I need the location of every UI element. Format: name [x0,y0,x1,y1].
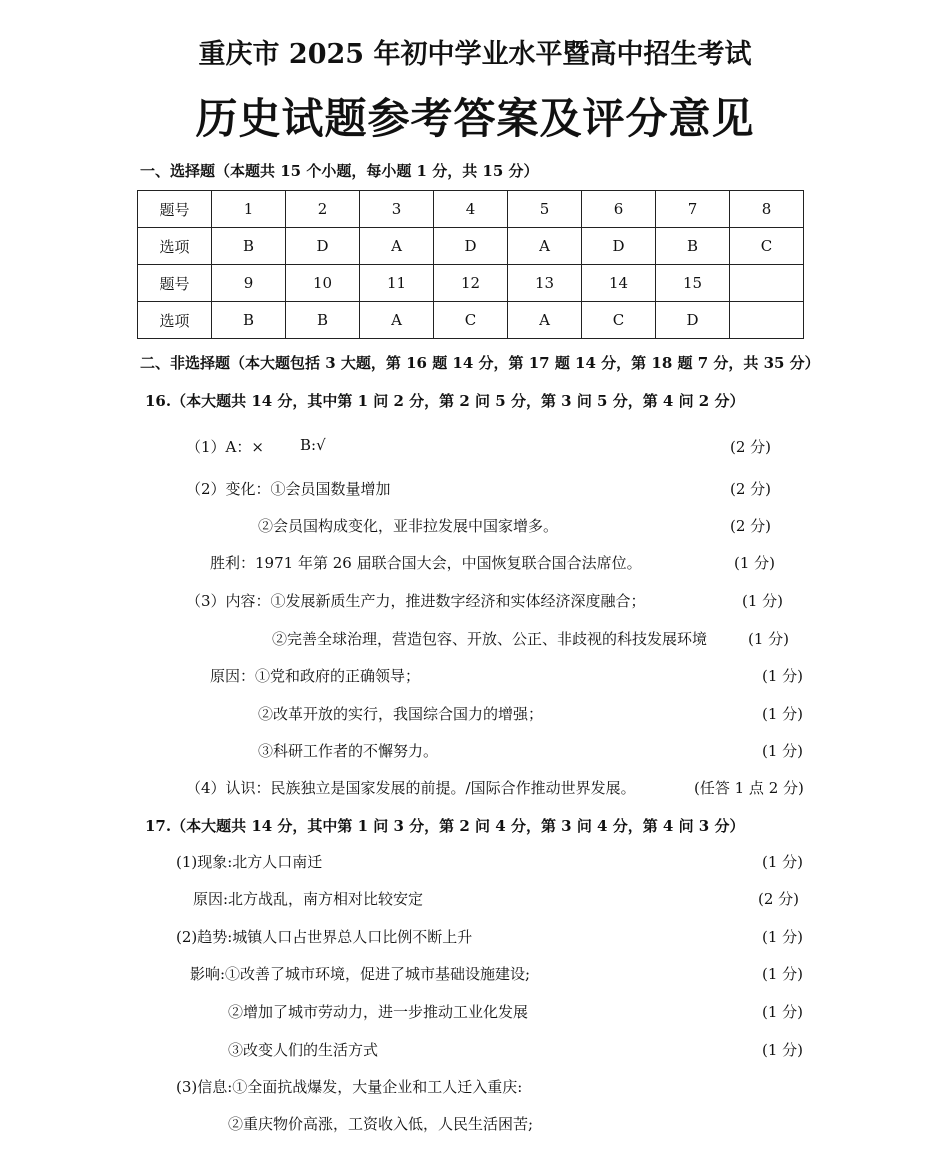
table-cell [730,265,804,302]
score-label: (1 分) [762,853,804,871]
q17-answer-line: 原因:北方战乱，南方相对比较安定 [193,890,424,908]
table-cell: C [434,302,508,339]
score-label: (1 分) [762,928,804,946]
table-cell: 14 [582,265,656,302]
table-cell: 9 [212,265,286,302]
table-cell [730,302,804,339]
answer-table [137,190,804,339]
row-label: 题号 [138,265,212,302]
table-cell: A [360,228,434,265]
table-cell: B [212,302,286,339]
q16-answer-line: （3）内容：①发展新质生产力，推进数字经济和实体经济深度融合； [186,592,646,610]
table-cell: 1 [212,191,286,228]
score-label: (1 分) [762,742,804,760]
q16-answer-line: 胜利：1971 年第 26 届联合国大会，中国恢复联合国合法席位。 [210,554,642,572]
table-cell: B [656,228,730,265]
q17-answer-line: (3)信息:①全面抗战爆发，大量企业和工人迁入重庆: [176,1078,523,1096]
table-cell: 2 [286,191,360,228]
q16-answer-line: ③科研工作者的不懈努力。 [258,742,439,760]
table-cell: C [730,228,804,265]
q16-answer-line: （2）变化：①会员国数量增加 [186,480,391,498]
score-label: (1 分) [748,630,790,648]
q17-answer-line: (2)趋势:城镇人口占世界总人口比例不断上升 [176,928,473,946]
q16-answer-1a: （1）A：× [186,438,264,456]
score-label: (2 分) [730,517,772,535]
q17-answer-line: ③改变人们的生活方式 [228,1041,379,1059]
q16-answer-line: （4）认识：民族独立是国家发展的前提。/国际合作推动世界发展。 [186,779,636,797]
table-cell: 11 [360,265,434,302]
table-cell: C [582,302,656,339]
table-row [138,191,804,228]
table-cell: 5 [508,191,582,228]
exam-title: 重庆市 2025 年初中学业水平暨高中招生考试 [198,39,752,70]
table-cell: 13 [508,265,582,302]
score-label: (1 分) [762,1003,804,1021]
answer-key-title: 历史试题参考答案及评分意见 [195,94,755,143]
table-cell: 15 [656,265,730,302]
table-cell: B [286,302,360,339]
q16-answer-line: 原因：①党和政府的正确领导； [210,667,421,685]
q16-answer-line: ②会员国构成变化，亚非拉发展中国家增多。 [258,517,559,535]
q17-answer-line: ②重庆物价高涨，工资收入低，人民生活困苦; [228,1115,534,1133]
row-label: 选项 [138,302,212,339]
score-label: (1 分) [762,965,804,983]
table-row [138,228,804,265]
score-label: (1 分) [762,1041,804,1059]
table-cell: D [656,302,730,339]
score-label: (1 分) [762,705,804,723]
table-cell: 7 [656,191,730,228]
q17-answer-line: 影响:①改善了城市环境，促进了城市基础设施建设; [190,965,531,983]
score-label: (1 分) [742,592,784,610]
score-label: (任答 1 点 2 分) [694,779,804,797]
score-label: (2 分) [758,890,800,908]
table-cell: B [212,228,286,265]
q17-heading: 17.（本大题共 14 分，其中第 1 问 3 分，第 2 问 4 分，第 3 问 4 分，第 4 问 3 分） [145,817,745,835]
row-label: 题号 [138,191,212,228]
score-label: (2 分) [730,438,772,456]
q16-answer-line: ②改革开放的实行，我国综合国力的增强； [258,705,544,723]
q16-answer-line: ②完善全球治理，营造包容、开放、公正、非歧视的科技发展环境 [272,630,708,648]
table-cell: 4 [434,191,508,228]
q16-heading: 16.（本大题共 14 分，其中第 1 问 2 分，第 2 问 5 分，第 3 问 5 分，第 4 问 2 分） [145,392,745,410]
table-cell: A [508,302,582,339]
table-cell: A [360,302,434,339]
table-cell: 8 [730,191,804,228]
section2-heading: 二、非选择题（本大题包括 3 大题，第 16 题 14 分，第 17 题 14 分，第 18 题 7 分，共 35 分） [140,354,820,372]
row-label: 选项 [138,228,212,265]
table-cell: 10 [286,265,360,302]
table-row [138,302,804,339]
section1-heading: 一、选择题（本题共 15 个小题，每小题 1 分，共 15 分） [140,162,539,180]
score-label: (1 分) [734,554,776,572]
table-cell: D [582,228,656,265]
table-cell: D [434,228,508,265]
score-label: (1 分) [762,667,804,685]
q17-answer-line: (1)现象:北方人口南迁 [176,853,323,871]
table-cell: 12 [434,265,508,302]
score-label: (2 分) [730,480,772,498]
q16-answer-1b: B:√ [300,436,326,454]
table-cell: 3 [360,191,434,228]
table-cell: D [286,228,360,265]
table-cell: 6 [582,191,656,228]
table-row [138,265,804,302]
table-cell: A [508,228,582,265]
q17-answer-line: ②增加了城市劳动力，进一步推动工业化发展 [228,1003,529,1021]
